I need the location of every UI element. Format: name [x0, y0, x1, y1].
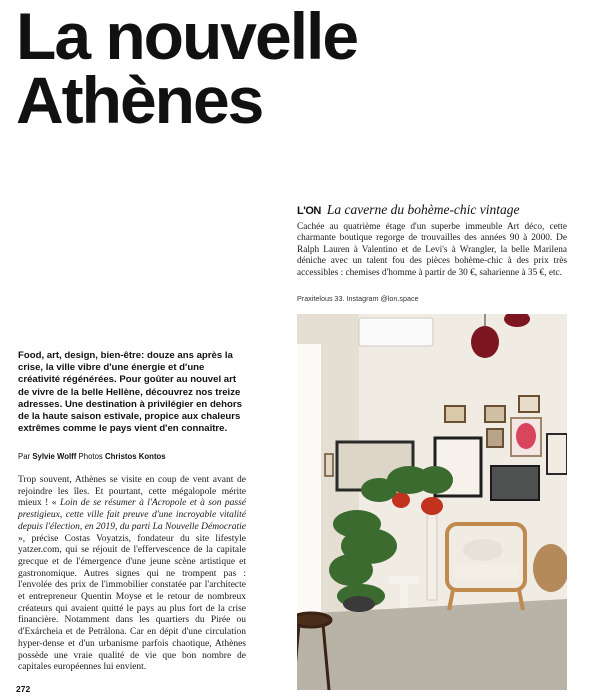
article-body [18, 475, 246, 674]
title-line-2: Athènes [16, 63, 263, 137]
frame-3 [519, 396, 539, 412]
body-part-2: », précise Costas Voyatzis, fondateur du site lifestyle yatzer.com, qui se réjouit de l'effervescence de la capitale grecque et de l'émergence d'une jeune scène artistique et gastronomique. Autres signes qui ne trompent pas : l'envolée des prix de l'immobilier constatée par l'architecte et entrepreneur Quentin Moyse et le retour de nombreux créateurs qui avaient quitté le pays au plus fort de la crise financière. Notamment dans les quartiers du Pirée ou d'Exárcheia et de Petrálona. Car en dépit d'une circulation hyper-dense et d'un urbanisme parfois chaotique, Athènes possède une vraie qualité de vie que bon nombre de capitales européennes lui envient. [18, 533, 246, 673]
plant-pot-icon [421, 497, 443, 515]
frame-4 [487, 429, 503, 447]
photo-floor [297, 599, 567, 690]
planter-icon [343, 596, 375, 612]
frame-dark [491, 466, 539, 500]
article-byline [18, 452, 258, 461]
shop-heading [297, 201, 577, 219]
frame-2 [485, 406, 505, 422]
shop-name: L'ON [297, 205, 321, 217]
chair-pillow [463, 539, 503, 561]
pink-art-blob [516, 423, 536, 449]
byline-par-label: Par [18, 452, 31, 461]
shop-description: Cachée au quatrième étage d'un superbe immeuble Art déco, cette charmante boutique regorge de trouvailles des années 90 à 2000. De Ralph Lauren à Valentino et de Levi's à Wrangler, la belle Marilena déniche avec un talent fou des pièces bohème-chic à des prix très accessibles : chemises d'homme à partir de 30 €, saharienne à 35 €, etc. [297, 222, 567, 278]
side-table [389, 576, 419, 584]
page-number: 272 [16, 684, 31, 694]
frame-small-left [325, 454, 333, 476]
byline-author: Sylvie Wolff [32, 452, 77, 461]
title-line-1: La nouvelle [16, 0, 358, 73]
byline-photographer: Christos Kontos [105, 452, 166, 461]
plant-stand [427, 510, 437, 600]
air-conditioner [359, 318, 433, 346]
body-quote: Loin de se résumer à l'Acropole et à son passé prestigieux, cette ville fait preuve d'une incroyable vitalité depuis l'élection, en 2019, du parti La Nouvelle Démocratie [18, 498, 247, 532]
article-intro: Food, art, design, bien-être: douze ans après la crise, la ville vibre d'une énergie et d'une créativité régénérées. Pour goûter au nouvel art de vivre de la belle Hellène, découvrez nos treize adresses. Une destination à privilégier en dehors de la haute saison estivale, propice aux chaleurs extrêmes comme le pays vient d'en connaître. [18, 350, 242, 435]
body-part-1: Trop souvent, Athènes se visite en coup de vent avant de rejoindre les îles. Et pourtant, cette mégalopole mérite mieux ! « [18, 475, 246, 509]
chair-cushion [455, 564, 517, 580]
article-title [16, 0, 358, 137]
side-table-leg [400, 584, 408, 608]
frame-1 [445, 406, 465, 422]
shop-address: Praxitelous 33. Instagram @lon.space [297, 294, 419, 303]
frame-right-edge [547, 434, 567, 474]
byline-photos-label: Photos [78, 452, 103, 461]
pendant-lamp-1-icon [471, 326, 499, 358]
shop-interior-photo [297, 314, 567, 690]
shop-tagline: La caverne du bohème-chic vintage [326, 202, 520, 217]
photo-window [297, 344, 321, 614]
shop-interior-illustration [297, 314, 567, 690]
